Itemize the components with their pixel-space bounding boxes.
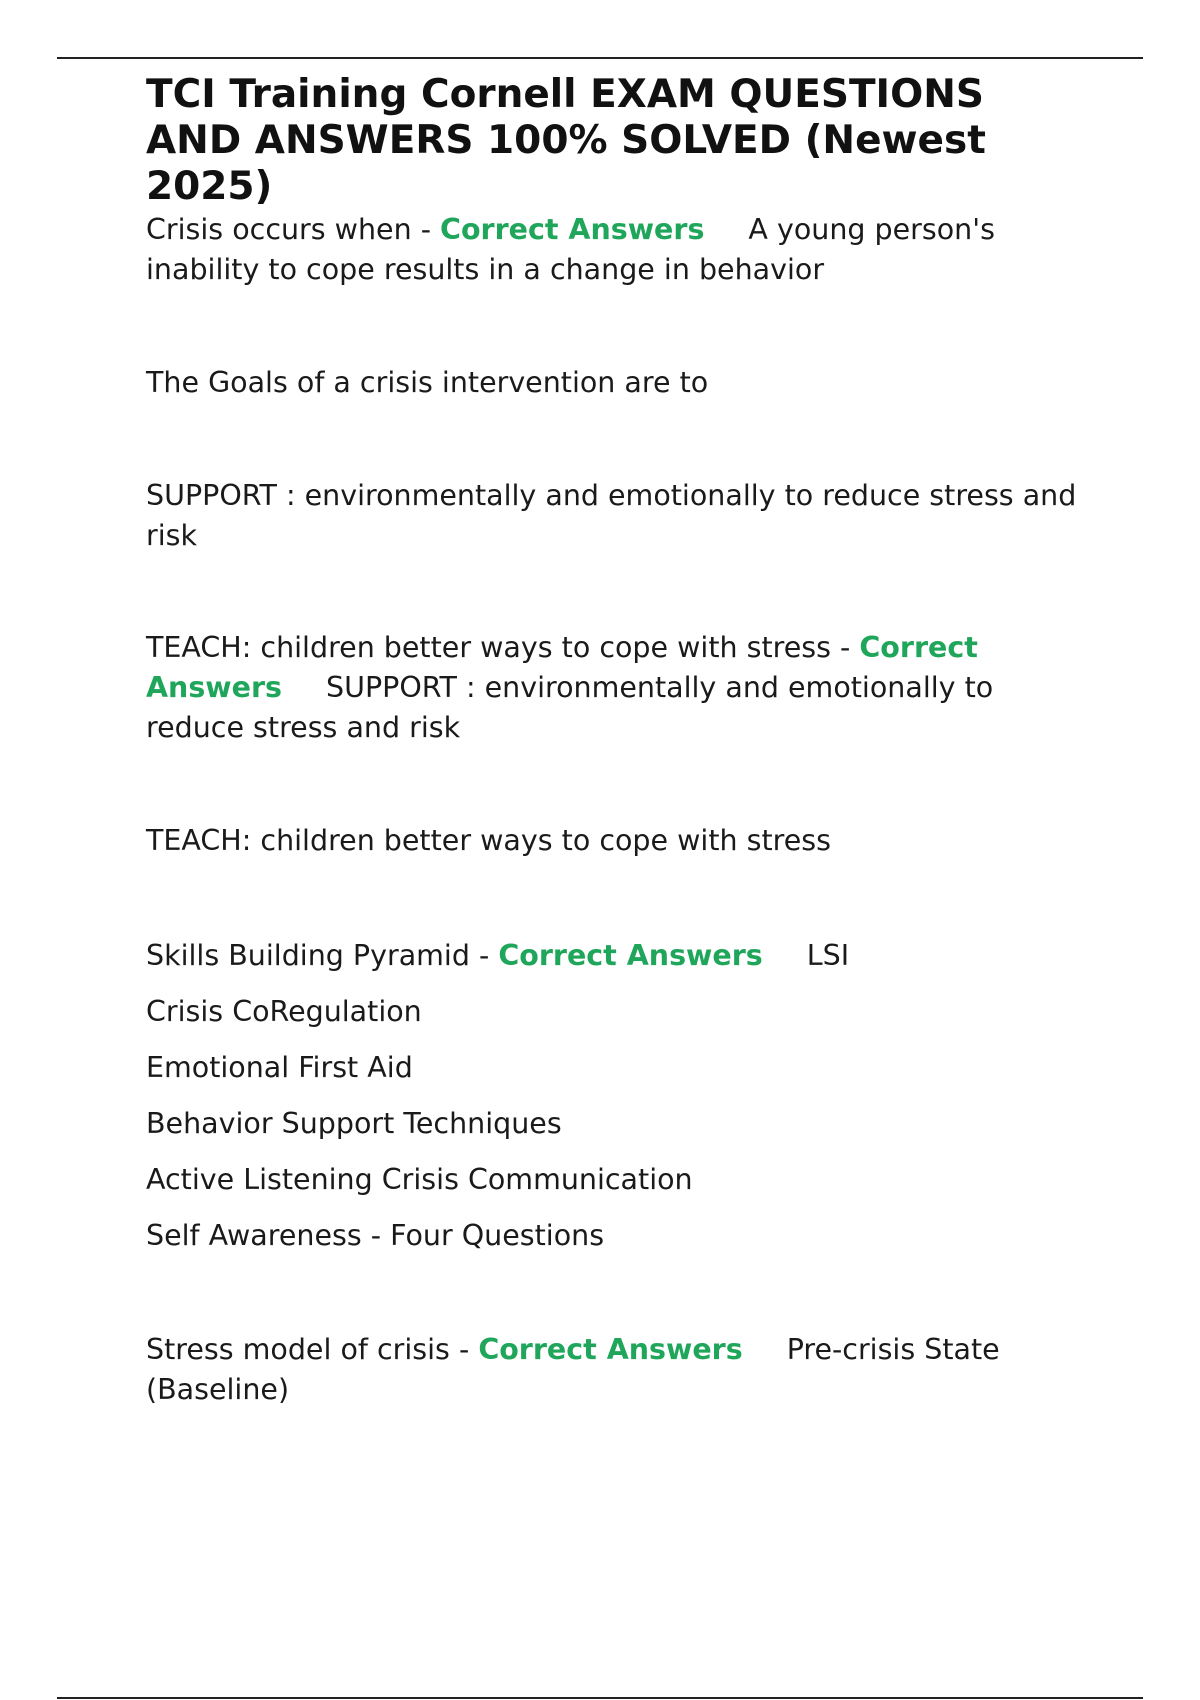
correct-answers-label: Correct Answers bbox=[440, 213, 705, 246]
skills-list-item: Emotional First Aid bbox=[146, 1051, 413, 1084]
answer-text: Pre-crisis State (Baseline) bbox=[146, 1333, 1000, 1406]
qa-teach bbox=[146, 628, 1081, 748]
correct-answers-label: Correct Answers bbox=[146, 631, 978, 704]
correct-answers-label: Correct Answers bbox=[478, 1333, 743, 1366]
question-text: Skills Building Pyramid - bbox=[146, 939, 499, 972]
qa-skills-pyramid bbox=[146, 936, 1081, 976]
skills-list-item: Active Listening Crisis Communication bbox=[146, 1163, 693, 1196]
bottom-rule bbox=[57, 1697, 1143, 1699]
skills-list-item: Behavior Support Techniques bbox=[146, 1107, 562, 1140]
goals-paragraph: The Goals of a crisis intervention are to bbox=[146, 366, 709, 399]
question-text: TEACH: children better ways to cope with stress - bbox=[146, 631, 860, 664]
question-text: Crisis occurs when - bbox=[146, 213, 441, 246]
correct-answers-label: Correct Answers bbox=[498, 939, 763, 972]
answer-text: A young person's inability to cope results in a change in behavior bbox=[146, 213, 995, 286]
question-text: Stress model of crisis - bbox=[146, 1333, 479, 1366]
document-body bbox=[146, 72, 1081, 1410]
answer-text: SUPPORT : environmentally and emotionally to reduce stress and risk bbox=[146, 671, 994, 744]
top-rule bbox=[57, 57, 1143, 59]
answer-text: LSI bbox=[806, 939, 850, 972]
skills-list-item: Self Awareness - Four Questions bbox=[146, 1219, 605, 1252]
qa-stress-model bbox=[146, 1330, 1081, 1410]
qa-crisis-occurs bbox=[146, 210, 1081, 290]
support-paragraph: SUPPORT : environmentally and emotionally to reduce stress and risk bbox=[146, 479, 1077, 552]
document-title: TCI Training Cornell EXAM QUESTIONS AND ANSWERS 100% SOLVED (Newest 2025) bbox=[146, 72, 986, 209]
teach-paragraph: TEACH: children better ways to cope with stress bbox=[146, 824, 831, 857]
skills-list-item: Crisis CoRegulation bbox=[146, 995, 422, 1028]
